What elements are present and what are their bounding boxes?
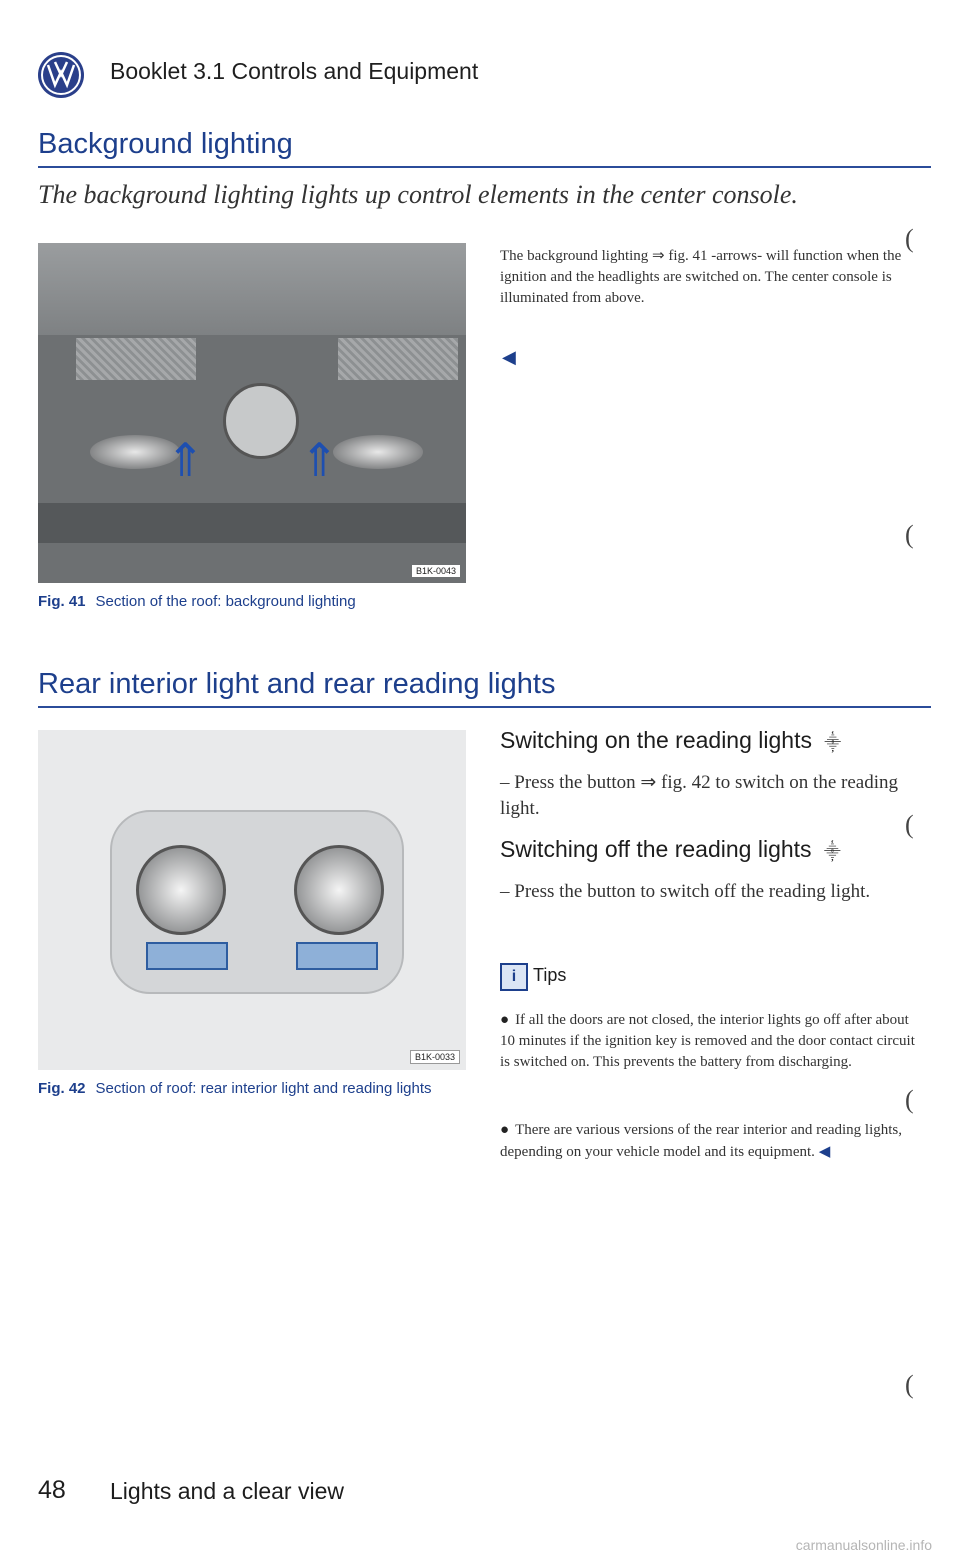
margin-mark: ( [905,1370,914,1399]
tip-item [500,1120,920,1163]
roof-panel [38,243,466,335]
reading-light-button-right [296,942,378,970]
figure-number: Fig. 42 [38,1080,86,1097]
figure-rear-reading-lights [38,730,466,1070]
reading-light-left [136,845,226,935]
watermark: carmanualsonline.info [795,1537,932,1553]
heading-divider [38,706,931,708]
reading-light-right [294,845,384,935]
section-heading-background-lighting: Background lighting [38,128,293,160]
section-end-icon: ◀ [818,1142,831,1160]
body-paragraph: The background lighting ⇒ fig. 41 -arrows- will function when the ignition and the headlights are switched on. The center console is illuminated from above. [500,248,902,306]
subheading-text: Switching off the reading lights [500,836,812,862]
page-number: 48 [38,1476,66,1504]
tip-text: There are various versions of the rear interior and reading lights, depending on your vehicle model and its equipment. [500,1122,903,1160]
margin-mark: ( [905,224,914,253]
arrow-up-icon: ⇑ [300,433,339,487]
arrow-up-icon: ⇑ [166,433,205,487]
section-heading-rear-lights: Rear interior light and rear reading lights [38,668,556,700]
tips-label: Tips [533,965,567,985]
section-intro: The background lighting lights up control elements in the center console. [38,180,798,209]
console-bar [38,503,466,543]
figure-caption [38,593,356,610]
figure-caption-text: Section of roof: rear interior light and reading lights [95,1080,432,1097]
console-knob [223,383,299,459]
figure-number: Fig. 41 [38,593,86,610]
subheading-text: Switching on the reading lights [500,727,812,753]
section-end-icon: ◀ [502,347,516,368]
vw-logo-icon [38,52,84,98]
figure-ref-code: B1K-0033 [410,1050,460,1064]
info-icon: i [500,963,528,991]
reading-light-icon: ⸎ [824,735,842,752]
margin-mark: ( [905,1085,914,1114]
figure-background-lighting [38,243,466,583]
instruction-step: – Press the button to switch off the reading light. [500,881,871,902]
reading-light-icon: ⸎ [823,844,841,861]
margin-mark: ( [905,520,914,549]
reading-light-button-left [146,942,228,970]
bullet-icon: ● [500,1012,510,1028]
tip-item [500,1010,920,1073]
heading-divider [38,166,931,168]
margin-mark: ( [905,810,914,839]
lamp-right [333,435,423,469]
chapter-title: Lights and a clear view [110,1478,344,1504]
subheading-switch-on [500,727,841,754]
subheading-switch-off [500,836,841,863]
tip-text: If all the doors are not closed, the interior lights go off after about 10 minutes if the ignition key is removed and the door contact circuit is switched on. This prevents the battery from discharging. [500,1012,915,1070]
booklet-title: Booklet 3.1 Controls and Equipment [110,58,479,84]
figure-caption-text: Section of the roof: background lighting [95,593,356,610]
instruction-step: – Press the button ⇒ fig. 42 to switch on the reading light. [500,772,898,819]
speaker-grille-left [76,338,196,380]
speaker-grille-right [338,338,458,380]
figure-ref-code: B1K-0043 [412,565,460,577]
figure-caption [38,1079,458,1099]
bullet-icon: ● [500,1122,510,1138]
